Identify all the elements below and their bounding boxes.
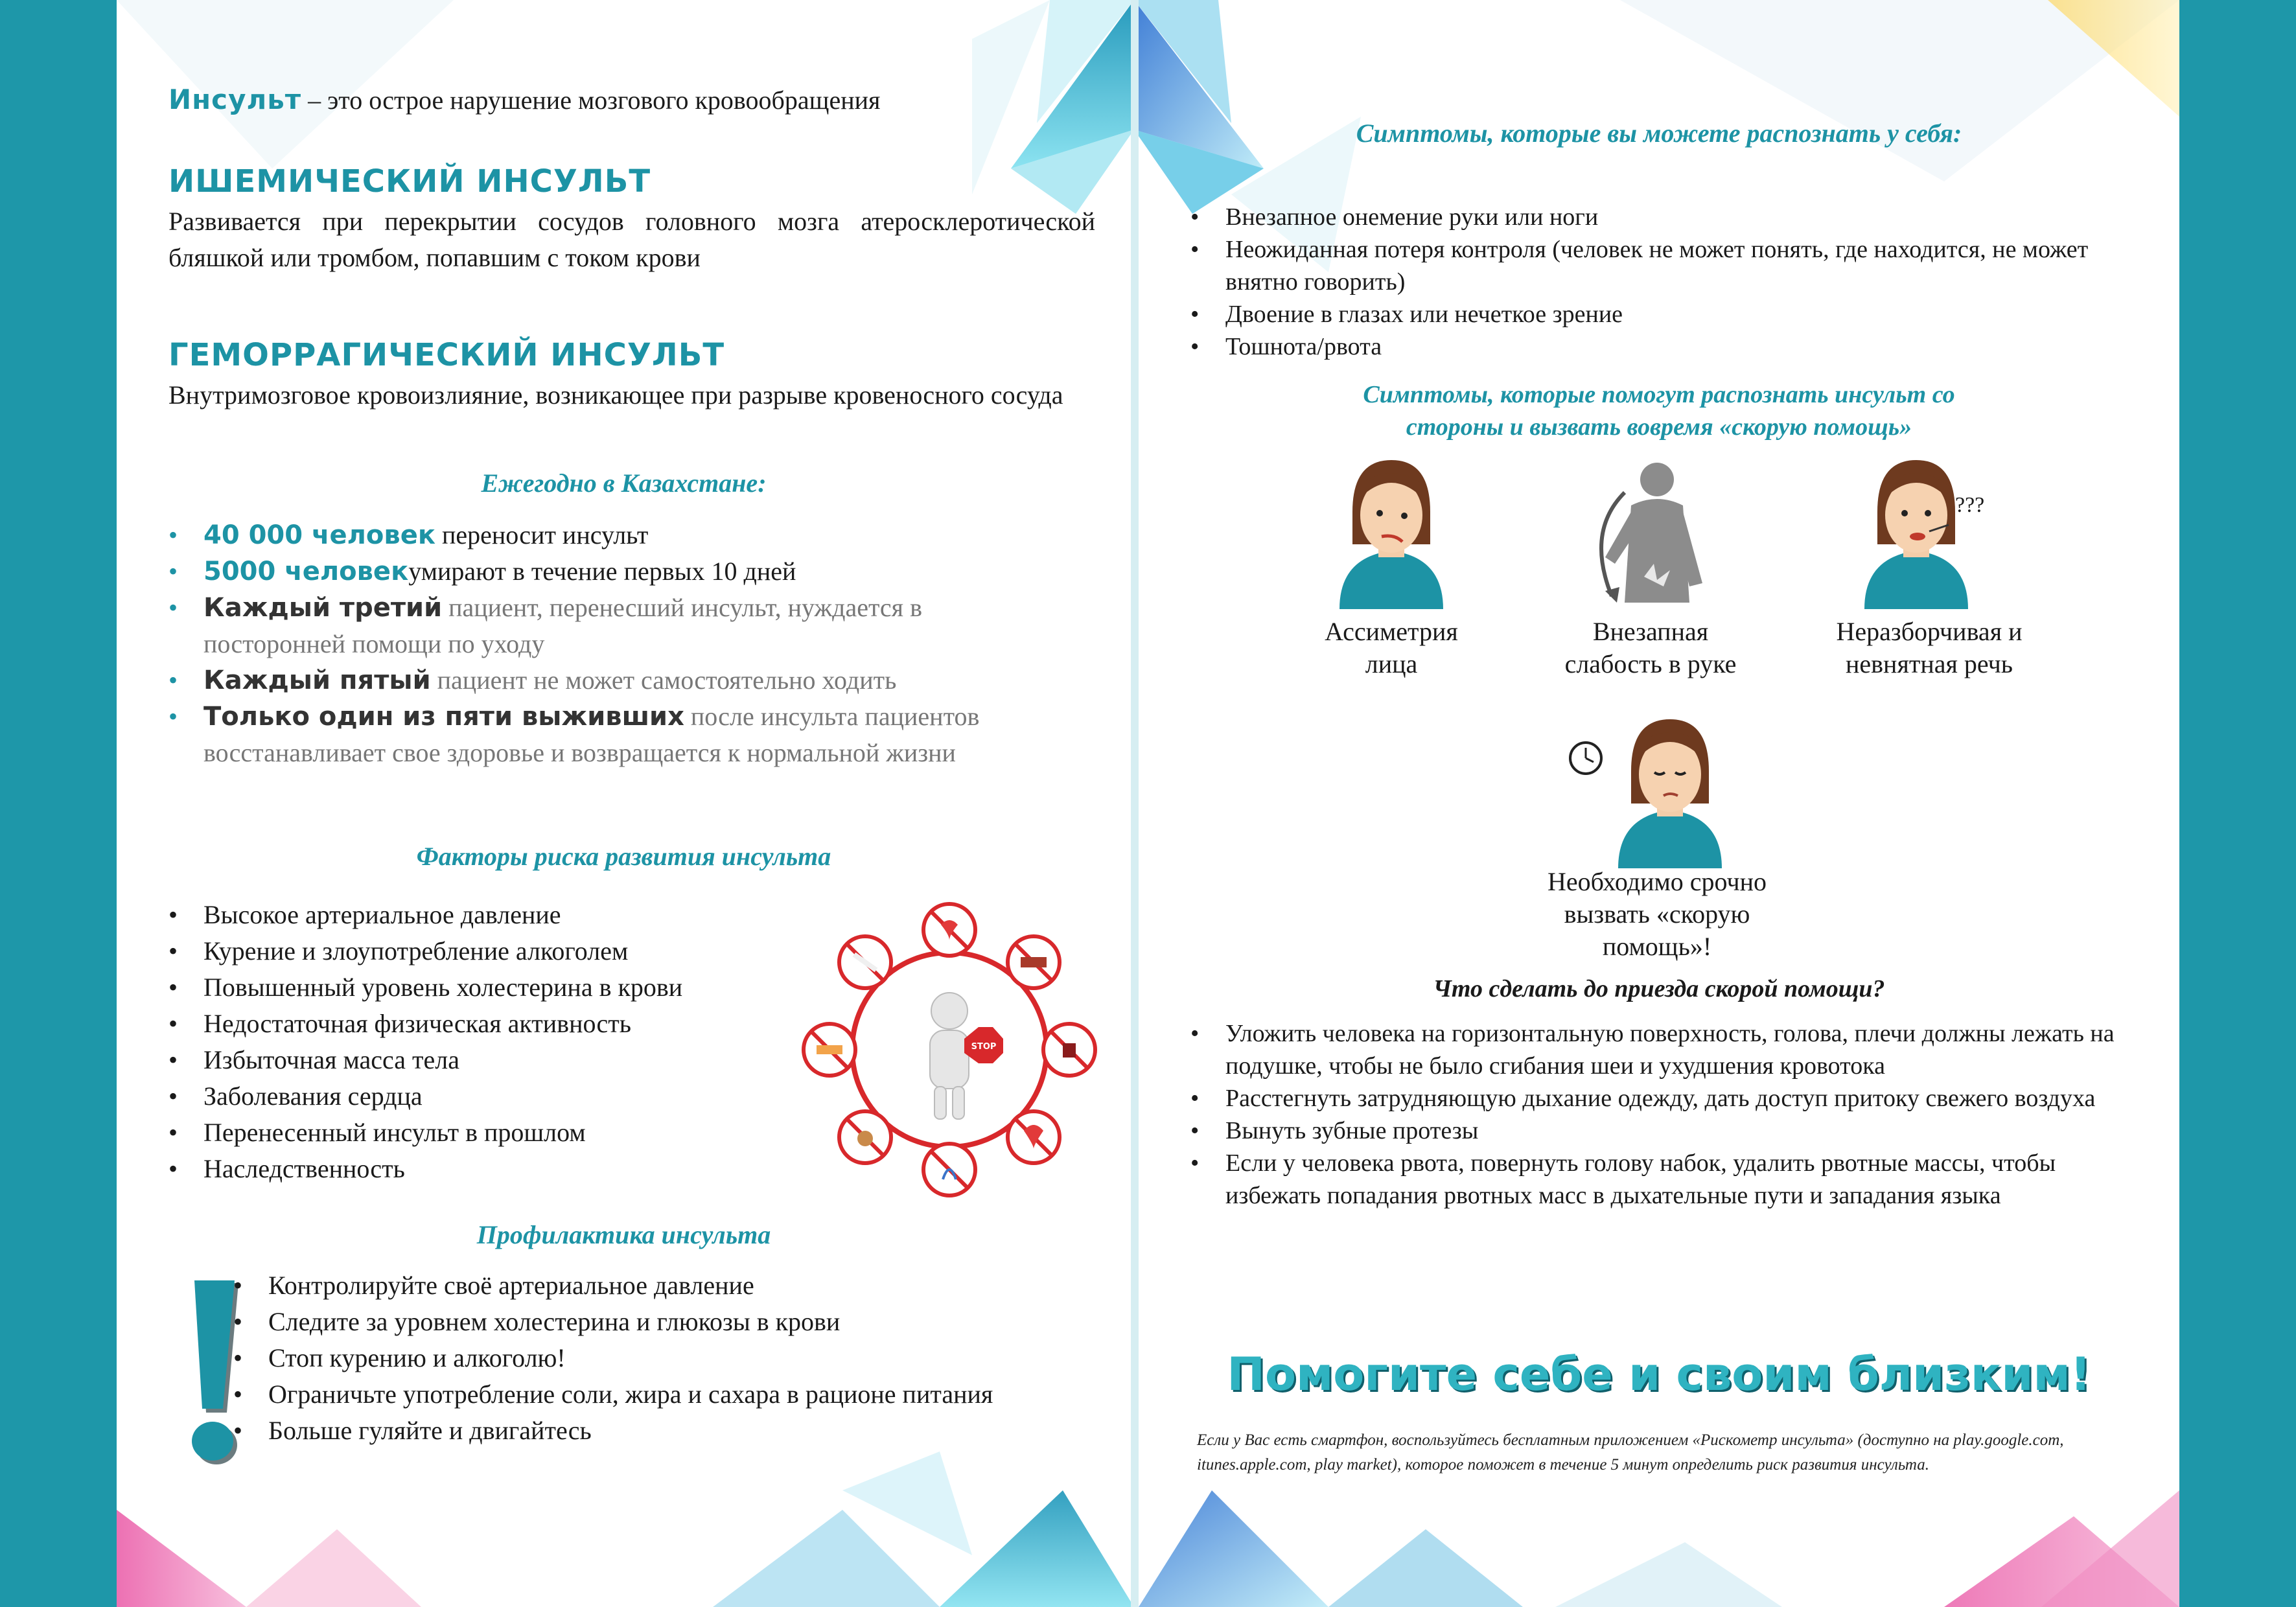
kazakhstan-stats	[162, 517, 1069, 771]
first-aid-item: • Расстегнуть затрудняющую дыхание одежду, дать доступ притоку свежего воздуха	[1184, 1082, 2130, 1115]
urgent-line1: Необходимо срочно	[1547, 867, 1767, 896]
hemorrhagic-title: ГЕМОРРАГИЧЕСКИЙ ИНСУЛЬТ	[168, 337, 725, 373]
right-frame	[2179, 0, 2296, 1607]
symptom-item: • Внезапное онемение руки или ноги	[1184, 201, 2091, 233]
card-face-line1: Ассиметрия	[1325, 617, 1458, 646]
slogan: Помогите себе и своим близким!	[1227, 1348, 2091, 1401]
first-aid-item: • Уложить человека на горизонтальную поверхность, голова, плечи должны лежать на подушке, чтобы не было сгибания шеи и ухудшения кровотока	[1184, 1017, 2130, 1082]
urgent-caption	[1495, 866, 1819, 963]
risk-item: • Повышенный уровень холестерина в крови	[162, 969, 875, 1006]
stop-sign-label: STOP	[971, 1042, 997, 1052]
risk-item: • Перенесенный инсульт в прошлом	[162, 1115, 875, 1151]
face-asymmetry-illustration	[1320, 454, 1463, 609]
cholesterol-icon	[1021, 957, 1047, 967]
first-aid-title: Что сделать до приезда скорой помощи?	[1433, 975, 1885, 1002]
arm-weakness-illustration	[1579, 454, 1722, 609]
first-aid-list	[1184, 1017, 2130, 1212]
footnote: Если у Вас есть смартфон, воспользуйтесь бесплатным приложением «Рискометр инсульта» (доступно на play.google.com, itunes.apple.com, play market), которое поможет в течение 5 минут определить риск развития инсульта.	[1197, 1431, 2064, 1474]
page-fold	[1131, 0, 1139, 1607]
stat-item	[162, 553, 1069, 590]
card-face-line2: лица	[1365, 649, 1418, 678]
prevention-item: • Ограничьте употребление соли, жира и сахара в рационе питания	[227, 1376, 1089, 1413]
first-aid-item: • Вынуть зубные протезы	[1184, 1115, 2130, 1147]
stat-item	[162, 517, 1069, 553]
stat-key: Только один из пяти выживших	[203, 702, 684, 732]
other-symptoms-title	[1139, 378, 2179, 443]
card-speech-caption	[1806, 616, 2052, 680]
symptom-item: • Двоение в глазах или нечеткое зрение	[1184, 298, 2091, 330]
stat-text: пациент, перенесший инсульт, нуждается в посторонней помощи по уходу	[203, 593, 922, 658]
sofa-person-icon	[857, 1131, 873, 1146]
card-speech-line1: Неразборчивая и	[1836, 617, 2023, 646]
symptom-item: • Тошнота/рвота	[1184, 330, 2091, 363]
risk-factors-list	[162, 897, 875, 1187]
prevention-title: Профилактика инсульта	[476, 1220, 771, 1249]
wine-icon	[1063, 1043, 1076, 1058]
stat-text: умирают в течение первых 10 дней	[408, 557, 796, 586]
urgent-line3: помощь»!	[1602, 932, 1712, 961]
right-page	[1139, 0, 2179, 1607]
intro-term: Инсульт	[168, 84, 302, 115]
card-arm-line1: Внезапная	[1592, 617, 1709, 646]
other-symptoms-title-line1: Симптомы, которые помогут распознать инсульт со	[1363, 381, 1955, 408]
risk-item: • Курение и злоупотребление алкоголем	[162, 933, 875, 969]
card-arm-caption	[1534, 616, 1767, 680]
stat-text: пациент не может самостоятельно ходить	[430, 665, 897, 695]
stop-figure-icon	[930, 993, 1003, 1119]
stat-item	[162, 662, 1069, 699]
prevention-item: • Следите за уровнем холестерина и глюкозы в крови	[227, 1304, 1089, 1340]
risk-item: • Заболевания сердца	[162, 1078, 875, 1115]
kazakhstan-title: Ежегодно в Казахстане:	[481, 468, 767, 498]
burger-icon	[817, 1045, 842, 1054]
hemorrhagic-text: Внутримозговое кровоизлияние, возникающее при разрыве кровеносного сосуда	[168, 380, 1063, 410]
self-symptoms-list	[1184, 201, 2091, 363]
risk-wheel-illustration	[797, 897, 1102, 1202]
other-symptoms-title-line2: стороны и вызвать вовремя «скорую помощь»	[1406, 413, 1912, 441]
speech-illustration	[1845, 454, 2000, 609]
intro-line	[168, 82, 1121, 119]
risk-item: • Избыточная масса тела	[162, 1042, 875, 1078]
card-speech-line2: невнятная речь	[1845, 649, 2013, 678]
left-frame	[0, 0, 117, 1607]
urgent-illustration	[1566, 706, 1748, 868]
first-aid-item: • Если у человека рвота, повернуть голову набок, удалить рвотные массы, чтобы избежать попадания рвотных масс в дыхательные пути и западания языка	[1184, 1147, 2130, 1212]
prevention-item: • Стоп курению и алкоголю!	[227, 1340, 1089, 1376]
intro-definition: – это острое нарушение мозгового кровообращения	[301, 86, 881, 115]
urgent-line2: вызвать «скорую	[1564, 899, 1750, 929]
symptom-item: • Неожиданная потеря контроля (человек не может понять, где находится, не может внятно говорить)	[1184, 233, 2091, 298]
risk-factors-title: Факторы риска развития инсульта	[416, 842, 831, 871]
left-page	[117, 0, 1131, 1607]
self-symptoms-title: Симптомы, которые вы можете распознать у себя:	[1356, 119, 1962, 148]
ischemic-title: ИШЕМИЧЕСКИЙ ИНСУЛЬТ	[168, 163, 651, 200]
prevention-item: • Контролируйте своё артериальное давление	[227, 1267, 1089, 1304]
risk-item: • Наследственность	[162, 1151, 875, 1187]
stat-item	[162, 590, 1069, 662]
stat-key: Каждый пятый	[203, 665, 431, 695]
stat-text: после инсульта пациентов восстанавливает свое здоровье и возвращается к нормальной жизни	[203, 702, 980, 767]
speech-marks: ???	[1955, 493, 1985, 517]
risk-item: • Высокое артериальное давление	[162, 897, 875, 933]
stat-key: 40 000 человек	[203, 520, 435, 550]
prevention-list	[227, 1267, 1089, 1449]
risk-item: • Недостаточная физическая активность	[162, 1006, 875, 1042]
card-arm-line2: слабость в руке	[1564, 649, 1737, 678]
card-face-caption	[1275, 616, 1508, 680]
stat-item	[162, 699, 1069, 771]
stat-text: переносит инсульт	[435, 520, 649, 549]
prevention-item: • Больше гуляйте и двигайтесь	[227, 1413, 1089, 1449]
stat-key: 5000 человек	[203, 557, 409, 586]
stat-key: Каждый третий	[203, 593, 443, 623]
ischemic-text: Развивается при перекрытии сосудов головного мозга атеросклеротической бляшкой или тромбом, попавшим с током крови	[168, 207, 1095, 272]
